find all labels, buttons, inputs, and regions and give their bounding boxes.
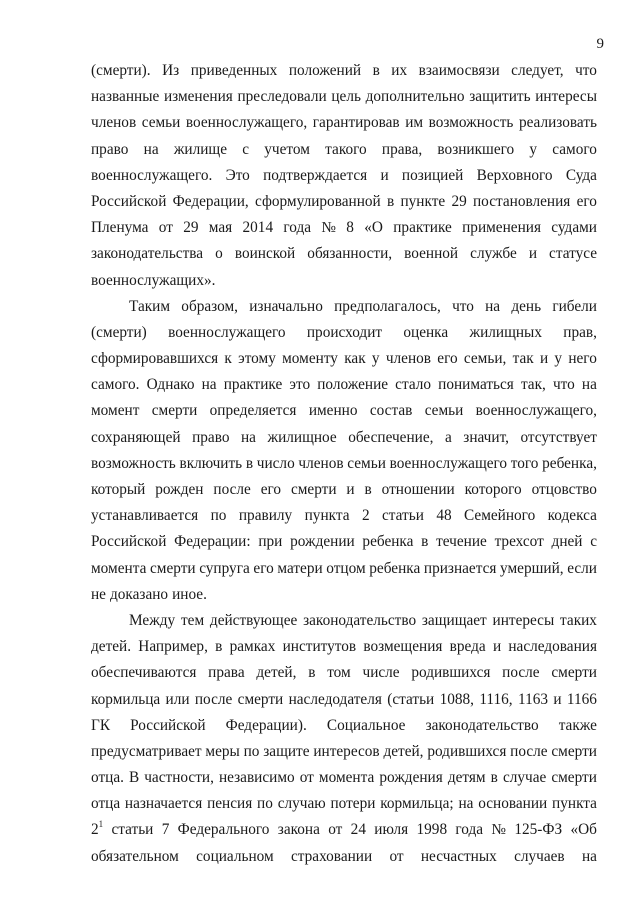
text-line: возможность включить в число членов семьи военнослужащего того ребенка, [91,454,597,472]
text-line: Российской Федерации, сформулированной в пункте 29 постановления его [91,192,597,210]
text-line: (смерти). Из приведенных положений в их взаимосвязи следует, что [91,62,597,79]
text-line: который рожден после его смерти и в отношении которого отцовство [91,481,597,498]
text-line: самого. Однако на практике это положение стало пониматься так, что на [91,376,597,394]
text-line: кормильца или после смерти наследодателя (статьи 1088, 1116, 1163 и 1166 [91,690,597,708]
text-line: $2^1$ статьи 7 Федерального закона от 24 июля 1998 года № 125-ФЗ «Об [91,819,597,839]
text-line: обеспечиваются права детей, в том числе родившихся после смерти [91,664,597,682]
text-line: военнослужащих». [91,271,216,289]
text-line: сохраняющей право на жилищное обеспечение, а значит, отсутствует [91,428,597,446]
text-line: отца. В частности, независимо от момента рождения детям в случае смерти [91,769,597,787]
text-line: предусматривает меры по защите интересов детей, родившихся после смерти [91,742,597,760]
text-line: момента смерти супруга его матери отцом ребенка признается умерший, если [91,559,597,577]
text-line: названные изменения преследовали цель дополнительно защитить интересы [91,88,597,106]
text-line: право на жилище с учетом такого права, возникшего у самого [91,140,597,158]
text-line: Российской Федерации: при рождении ребенка в течение трехсот дней с [91,533,597,551]
text-line: законодательства о воинской обязанности, военной службе и статусе [91,245,597,263]
text-line: детей. Например, в рамках институтов возмещения вреда и наследования [91,638,597,656]
text-line: ГК Российской Федерации). Социальное законодательство также [91,716,597,734]
text-line: обязательном социальном страховании от несчастных случаев на [91,847,597,865]
text-line: Пленума от 29 мая 2014 года № 8 «О практике применения судами [91,219,597,237]
text-line: устанавливается по правилу пункта 2 статьи 48 Семейного кодекса [91,507,597,525]
text-line: военнослужащего. Это подтверждается и позицией Верховного Суда [91,166,597,184]
document-body [91,58,597,870]
text-line: членов семьи военнослужащего, гарантировав им возможность реализовать [91,114,597,132]
text-line: Таким образом, изначально предполагалось, что на день гибели [129,297,597,315]
page-number: 9 [596,36,604,52]
text-line: момент смерти определяется именно состав семьи военнослужащего, [91,402,597,420]
text-line: отца назначается пенсия по случаю потери кормильца; на основании пункта [91,795,597,813]
text-line: (смерти) военнослужащего происходит оценка жилищных прав, [91,323,597,341]
text-line: сформировавшихся к этому моменту как у членов его семьи, так и у него [91,350,597,368]
text-line: не доказано иное. [91,585,207,603]
text-line: Между тем действующее законодательство защищает интересы таких [129,611,597,629]
